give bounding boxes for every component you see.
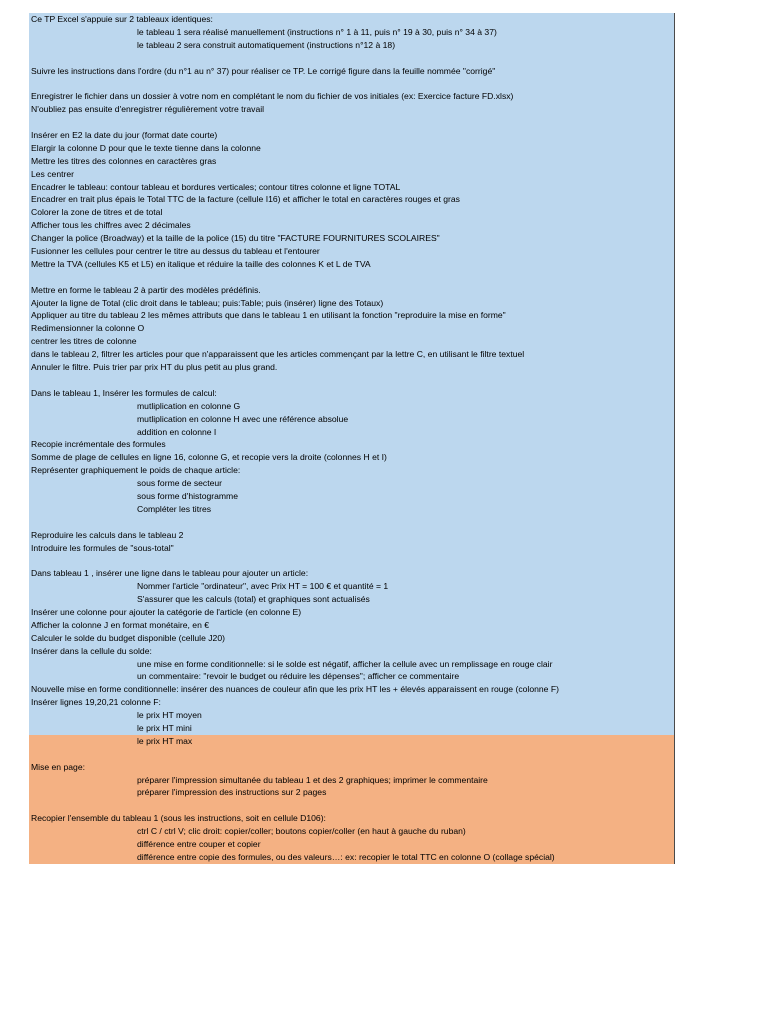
- instruction-text: Afficher tous les chiffres avec 2 décimales: [31, 220, 191, 231]
- instruction-subitem-text: préparer l'impression simultanée du tableau 1 et des 2 graphiques; imprimer le commentaire: [137, 774, 488, 785]
- sheet-row[interactable]: [29, 206, 674, 219]
- instruction-text: Ajouter la ligne de Total (clic droit dans le tableau; puis:Table; puis (insérer) ligne des Totaux): [31, 297, 384, 308]
- sheet-row[interactable]: [29, 39, 674, 52]
- instruction-subitem-text: sous forme d'histogramme: [137, 490, 238, 501]
- instruction-subitem-text: addition en colonne I: [137, 426, 217, 437]
- sheet-row[interactable]: [29, 361, 674, 374]
- sheet-row[interactable]: [29, 542, 674, 555]
- sheet-row[interactable]: [29, 193, 674, 206]
- instruction-subitem-text: une mise en forme conditionnelle: si le solde est négatif, afficher la cellule avec un remplissage en rouge clair: [137, 658, 553, 669]
- sheet-row[interactable]: [29, 658, 674, 671]
- instruction-subitem-text: différence entre couper et copier: [137, 839, 261, 849]
- instruction-subitem-text: le prix HT moyen: [137, 710, 202, 721]
- instruction-text: Recopier l'ensemble du tableau 1 (sous les instructions, soit en cellule D106):: [31, 813, 326, 824]
- sheet-row[interactable]: [29, 567, 674, 580]
- instruction-subitem-text: sous forme de secteur: [137, 478, 223, 489]
- instruction-text: centrer les titres de colonne: [31, 336, 137, 347]
- sheet-row[interactable]: [29, 490, 674, 503]
- sheet-row[interactable]: [29, 683, 674, 696]
- instruction-text: Recopie incrémentale des formules: [31, 439, 166, 450]
- instruction-text: Insérer lignes 19,20,21 colonne F:: [31, 697, 161, 708]
- sheet-row[interactable]: [29, 477, 674, 490]
- instruction-text: Reproduire les calculs dans le tableau 2: [31, 529, 184, 540]
- instruction-text: Colorer la zone de titres et de total: [31, 207, 163, 218]
- sheet-row[interactable]: [29, 52, 674, 65]
- sheet-row[interactable]: [29, 696, 674, 709]
- sheet-row[interactable]: [29, 438, 674, 451]
- instruction-text: Encadrer en trait plus épais le Total TTC de la facture (cellule I16) et afficher le total en caractères rouges et gras: [31, 194, 460, 205]
- sheet-row[interactable]: [29, 825, 674, 838]
- sheet-row[interactable]: [29, 774, 674, 787]
- sheet-row[interactable]: [29, 245, 674, 258]
- sheet-row[interactable]: [29, 593, 674, 606]
- instruction-text: Insérer en E2 la date du jour (format date courte): [31, 130, 218, 141]
- instruction-subitem-text: un commentaire: "revoir le budget ou réduire les dépenses"; afficher ce commentaire: [137, 671, 460, 682]
- instruction-subitem-text: Nommer l'article "ordinateur", avec Prix HT = 100 € et quantité = 1: [137, 581, 389, 592]
- sheet-row[interactable]: [29, 580, 674, 593]
- sheet-row[interactable]: [29, 503, 674, 516]
- instruction-text: Suivre les instructions dans l'ordre (du n°1 au n° 37) pour réaliser ce TP. Le corrigé figure dans la feuille nommée "corrigé": [31, 65, 496, 76]
- sheet-row[interactable]: [29, 284, 674, 297]
- instruction-subitem-text: mutliplication en colonne G: [137, 400, 241, 411]
- sheet-row[interactable]: [29, 670, 674, 683]
- sheet-row[interactable]: [29, 155, 674, 168]
- sheet-row[interactable]: [29, 181, 674, 194]
- instructions-block-orange: [29, 735, 675, 864]
- instruction-text: Insérer dans la cellule du solde:: [31, 645, 152, 656]
- sheet-row[interactable]: [29, 606, 674, 619]
- sheet-row[interactable]: [29, 168, 674, 181]
- instruction-text: Mettre en forme le tableau 2 à partir des modèles prédéfinis.: [31, 284, 261, 295]
- sheet-row[interactable]: [29, 426, 674, 439]
- instruction-subitem-text: Compléter les titres: [137, 503, 212, 514]
- sheet-row[interactable]: [29, 529, 674, 542]
- sheet-row[interactable]: [29, 451, 674, 464]
- instruction-subitem-text: mutliplication en colonne H avec une référence absolue: [137, 413, 349, 424]
- sheet-row[interactable]: [29, 77, 674, 90]
- instruction-subitem-text: S'assurer que les calculs (total) et graphiques sont actualisés: [137, 594, 370, 605]
- sheet-row[interactable]: [29, 26, 674, 39]
- sheet-row[interactable]: [29, 90, 674, 103]
- sheet-row[interactable]: [29, 309, 674, 322]
- instruction-text: Insérer une colonne pour ajouter la catégorie de l'article (en colonne E): [31, 606, 302, 617]
- instruction-text: dans le tableau 2, filtrer les articles pour que n'apparaissent que les articles commençant par la lettre C, en utilisant le filtre textuel: [31, 349, 525, 360]
- instruction-text: Nouvelle mise en forme conditionnelle: insérer des nuances de couleur afin que les prix HT les + élevés apparaissent en rouge (colonne F): [31, 684, 559, 695]
- sheet-row[interactable]: [29, 632, 674, 645]
- sheet-row[interactable]: [29, 65, 674, 78]
- sheet-row[interactable]: [29, 851, 674, 864]
- spreadsheet-sheet: [29, 13, 674, 864]
- instruction-text: Mise en page:: [31, 761, 85, 772]
- sheet-row[interactable]: [29, 645, 674, 658]
- instruction-text: Introduire les formules de "sous-total": [31, 542, 174, 553]
- sheet-row[interactable]: [29, 258, 674, 271]
- sheet-row[interactable]: [29, 413, 674, 426]
- sheet-row[interactable]: [29, 13, 674, 26]
- sheet-row[interactable]: [29, 232, 674, 245]
- instruction-subitem-text: préparer l'impression des instructions sur 2 pages: [137, 787, 327, 798]
- instruction-text: Dans le tableau 1, Insérer les formules de calcul:: [31, 387, 217, 398]
- sheet-row[interactable]: [29, 322, 674, 335]
- instruction-text: Enregistrer le fichier dans un dossier à votre nom en complétant le nom du fichier de vos initiales (ex: Exercice facture FD.xlsx): [31, 91, 514, 102]
- sheet-row[interactable]: [29, 271, 674, 284]
- sheet-row[interactable]: [29, 103, 674, 116]
- instruction-subitem-text: le tableau 2 sera construit automatiquement (instructions n°12 à 18): [137, 39, 396, 50]
- sheet-row[interactable]: [29, 374, 674, 387]
- instruction-text: Calculer le solde du budget disponible (cellule J20): [31, 632, 225, 643]
- instructions-block-blue: [29, 13, 675, 735]
- instruction-text: Mettre les titres des colonnes en caractères gras: [31, 155, 217, 166]
- instruction-subitem-text: le tableau 1 sera réalisé manuellement (instructions n° 1 à 11, puis n° 19 à 30, puis n° 34 à 37): [137, 26, 497, 37]
- instruction-text: Elargir la colonne D pour que le texte tienne dans la colonne: [31, 142, 261, 153]
- instruction-text: Changer la police (Broadway) et la taille de la police (15) du titre "FACTURE FOURNITURES SCOLAIRES": [31, 233, 440, 244]
- instruction-text: Encadrer le tableau: contour tableau et bordures verticales; contour titres colonne et ligne TOTAL: [31, 181, 401, 192]
- instruction-text: Fusionner les cellules pour centrer le titre au dessus du tableau et l'entourer: [31, 246, 320, 257]
- instruction-subitem-text: le prix HT max: [137, 735, 193, 746]
- sheet-row[interactable]: [29, 761, 674, 774]
- instruction-text: Représenter graphiquement le poids de chaque article:: [31, 465, 241, 476]
- sheet-row[interactable]: [29, 838, 674, 851]
- instruction-subitem-text: différence entre copie des formules, ou des valeurs…: ex: recopier le total TTC en colonne O (collage spécial): [137, 851, 555, 862]
- sheet-row[interactable]: [29, 335, 674, 348]
- instruction-text: Afficher la colonne J en format monétaire, en €: [31, 619, 210, 630]
- instruction-text: Dans tableau 1 , insérer une ligne dans le tableau pour ajouter un article:: [31, 568, 309, 579]
- sheet-row[interactable]: [29, 142, 674, 155]
- sheet-row[interactable]: [29, 464, 674, 477]
- sheet-row[interactable]: [29, 348, 674, 361]
- sheet-row[interactable]: [29, 748, 674, 761]
- sheet-row[interactable]: [29, 812, 674, 825]
- sheet-row[interactable]: [29, 516, 674, 529]
- sheet-row[interactable]: [29, 387, 674, 400]
- instruction-text: Les centrer: [31, 168, 74, 179]
- sheet-row[interactable]: [29, 400, 674, 413]
- sheet-row[interactable]: [29, 786, 674, 799]
- sheet-row[interactable]: [29, 116, 674, 129]
- instruction-text: Mettre la TVA (cellules K5 et L5) en italique et réduire la taille des colonnes K et L de TVA: [31, 258, 371, 269]
- sheet-row[interactable]: [29, 722, 674, 735]
- instruction-text: Annuler le filtre. Puis trier par prix HT du plus petit au plus grand.: [31, 362, 278, 373]
- instruction-text: N'oubliez pas ensuite d'enregistrer régulièrement votre travail: [31, 104, 265, 115]
- instruction-subitem-text: le prix HT mini: [137, 722, 192, 733]
- instruction-text: Somme de plage de cellules en ligne 16, colonne G, et recopie vers la droite (colonnes H et I): [31, 452, 387, 463]
- instruction-text: Redimensionner la colonne O: [31, 323, 145, 334]
- instruction-text: Appliquer au titre du tableau 2 les mêmes attributs que dans le tableau 1 en utilisant la fonction "reproduire la mise en forme": [31, 310, 506, 321]
- sheet-row[interactable]: [29, 129, 674, 142]
- sheet-row[interactable]: [29, 735, 674, 748]
- sheet-row[interactable]: [29, 709, 674, 722]
- sheet-row[interactable]: [29, 619, 674, 632]
- sheet-row[interactable]: [29, 799, 674, 812]
- instruction-text: Ce TP Excel s'appuie sur 2 tableaux identiques:: [31, 14, 213, 24]
- sheet-row[interactable]: [29, 219, 674, 232]
- sheet-row[interactable]: [29, 554, 674, 567]
- sheet-row[interactable]: [29, 297, 674, 310]
- instruction-subitem-text: ctrl C / ctrl V; clic droit: copier/coller; boutons copier/coller (en haut à gauche du ruban): [137, 826, 466, 837]
